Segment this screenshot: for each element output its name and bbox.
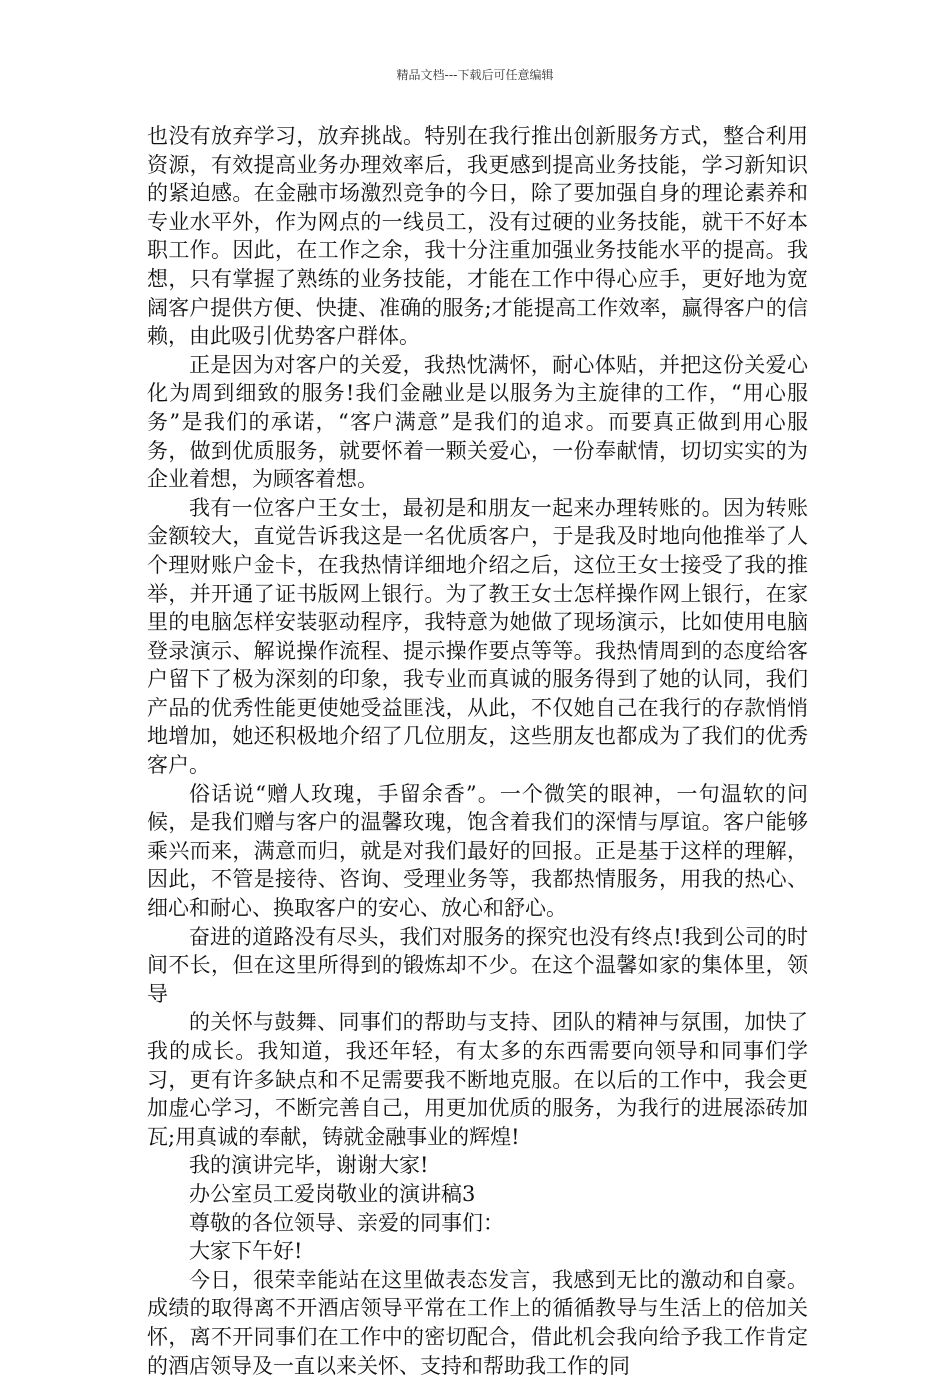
speech-title: 办公室员工爱岗敬业的演讲稿3 [189,1181,476,1206]
closing-line: 我的演讲完毕，谢谢大家! [189,1153,429,1178]
paragraph: 今日，很荣幸能站在这里做表态发言，我感到无比的激动和自豪。成绩的取得离不开酒店领导平常在工作上的循循教导与生活上的倍加关怀，离不开同事们在工作中的密切配合，借此机会我向给予我工作肯定的酒店领导及一直以来关怀、支持和帮助我工作的同 [147,1267,808,1378]
paragraph: 俗话说“赠人玫瑰，手留余香”。一个微笑的眼神，一句温软的问候，是我们赠与客户的温馨玫瑰，饱含着我们的深情与厚谊。客户能够乘兴而来，满意而归，就是对我们最好的回报。正是基于这样的理解，因此，不管是接待、咨询、受理业务等，我都热情服务，用我的热心、细心和耐心、换取客户的安心、放心和舒心。 [147,781,808,921]
greeting: 大家下午好! [189,1239,303,1264]
paragraph: 也没有放弃学习，放弃挑战。特别在我行推出创新服务方式，整合利用资源，有效提高业务办理效率后，我更感到提高业务技能，学习新知识的紧迫感。在金融市场激烈竞争的今日，除了要加强自身的理论素养和专业水平外，作为网点的一线员工，没有过硬的业务技能，就干不好本职工作。因此，在工作之余，我十分注重加强业务技能水平的提高。我想，只有掌握了熟练的业务技能，才能在工作中得心应手，更好地为宽阔客户提供方便、快捷、准确的服务;才能提高工作效率，赢得客户的信赖，由此吸引优势客户群体。 [147,124,808,349]
paragraph: 我有一位客户王女士，最初是和朋友一起来办理转账的。因为转账金额较大，直觉告诉我这是一名优质客户，于是我及时地向他推举了人个理财账户金卡，在我热情详细地介绍之后，这位王女士接受了我的推举，并开通了证书版网上银行。为了教王女士怎样操作网上银行，在家里的电脑怎样安装驱动程序，我特意为她做了现场演示，比如使用电脑登录演示、解说操作流程、提示操作要点等等。我热情周到的态度给客户留下了极为深刻的印象，我专业而真诚的服务得到了她的认同，我们产品的优秀性能更使她受益匪浅，从此，不仅她自己在我行的存款悄悄地增加，她还积极地介绍了几位朋友，这些朋友也都成为了我们的优秀客户。 [147,495,808,778]
paragraph: 奋进的道路没有尽头，我们对服务的探究也没有终点!我到公司的时间不长，但在这里所得到的锻炼却不少。在这个温馨如家的集体里，领导 [147,924,808,1006]
document-body [147,122,808,1380]
paragraph: 正是因为对客户的关爱，我热忱满怀，耐心体贴，并把这份关爱心化为周到细致的服务!我们金融业是以服务为主旋律的工作，“用心服务”是我们的承诺，“客户满意”是我们的追求。而要真正做到用心服务，做到优质服务，就要怀着一颗关爱心，一份奉献情，切切实实的为企业着想，为顾客着想。 [147,352,808,492]
salutation: 尊敬的各位领导、亲爱的同事们： [189,1210,504,1235]
page-header: 精品文档---下载后可任意编辑 [396,68,554,82]
paragraph: 的关怀与鼓舞、同事们的帮助与支持、团队的精神与氛围，加快了我的成长。我知道，我还年轻，有太多的东西需要向领导和同事们学习，更有许多缺点和不足需要我不断地克服。在以后的工作中，我会更加虚心学习，不断完善自己，用更加优质的服务，为我行的进展添砖加瓦;用真诚的奉献，铸就金融事业的辉煌! [147,1010,808,1149]
